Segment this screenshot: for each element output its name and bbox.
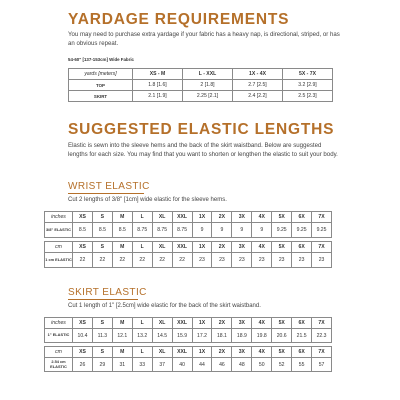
table-cell: 9.25 xyxy=(272,223,292,238)
size-header: 5X xyxy=(272,212,292,223)
row-label: 1 cm ELASTIC xyxy=(45,253,73,268)
table-cell: 26 xyxy=(73,358,93,372)
size-header: XL xyxy=(152,242,172,253)
table-cell: 11.3 xyxy=(92,329,112,343)
size-header: S xyxy=(92,347,112,358)
table-cell: 19.8 xyxy=(252,329,272,343)
table-cell: 22 xyxy=(152,253,172,268)
size-header: 2X xyxy=(212,242,232,253)
yardage-header-row xyxy=(69,69,333,80)
row-label: 1" ELASTIC xyxy=(45,329,73,343)
table-cell: 37 xyxy=(152,358,172,372)
skirt-size-row-cm xyxy=(45,347,332,358)
table-cell: 2.5 [2.3] xyxy=(283,91,333,102)
table-row xyxy=(69,91,333,102)
table-cell: 3.2 [2.9] xyxy=(283,80,333,91)
size-header: 3X xyxy=(232,242,252,253)
table-cell: 8.5 xyxy=(112,223,132,238)
size-header: 5X xyxy=(272,318,292,329)
table-cell: 46 xyxy=(212,358,232,372)
table-cell: 22.3 xyxy=(312,329,332,343)
size-header: 6X xyxy=(292,318,312,329)
row-label: 3/8" ELASTIC xyxy=(45,223,73,238)
elastic-paragraph: Elastic is sewn into the sleeve hems and the back of the skirt waistband. Below are suggested lengths for each size. You may find that you want to shorten or lengthen the elastic to suit your body. xyxy=(68,142,338,158)
skirt-elastic-table xyxy=(44,317,332,372)
wrist-size-row-cm xyxy=(45,242,332,253)
size-header: XL xyxy=(152,212,172,223)
table-cell: 21.5 xyxy=(292,329,312,343)
size-header: 3X xyxy=(232,212,252,223)
yardage-col-header: L - XXL xyxy=(183,69,233,80)
row-label-top: TOP xyxy=(69,80,133,91)
size-header: 2X xyxy=(212,318,232,329)
size-header: L xyxy=(132,212,152,223)
table-cell: 29 xyxy=(92,358,112,372)
table-cell: 23 xyxy=(232,253,252,268)
size-header: 7X xyxy=(312,318,332,329)
skirt-heading-underline xyxy=(68,299,138,300)
table-cell: 52 xyxy=(272,358,292,372)
table-cell: 22 xyxy=(112,253,132,268)
table-cell: 14.5 xyxy=(152,329,172,343)
size-header: L xyxy=(132,242,152,253)
size-header: L xyxy=(132,318,152,329)
size-header: M xyxy=(112,347,132,358)
size-header: 1X xyxy=(192,318,212,329)
size-header: XXL xyxy=(172,212,192,223)
table-cell: 9 xyxy=(232,223,252,238)
table-cell: 23 xyxy=(272,253,292,268)
size-header: 7X xyxy=(312,212,332,223)
yardage-title: YARDAGE REQUIREMENTS xyxy=(68,11,290,28)
size-header: S xyxy=(92,212,112,223)
size-header: M xyxy=(112,318,132,329)
size-header: XS xyxy=(73,212,93,223)
table-cell: 22 xyxy=(73,253,93,268)
table-cell: 9 xyxy=(212,223,232,238)
size-header: 1X xyxy=(192,212,212,223)
size-header: 1X xyxy=(192,347,212,358)
table-cell: 9.25 xyxy=(292,223,312,238)
size-header: 7X xyxy=(312,347,332,358)
size-header: XXL xyxy=(172,347,192,358)
table-cell: 15.9 xyxy=(172,329,192,343)
size-header: 4X xyxy=(252,212,272,223)
table-cell: 8.5 xyxy=(92,223,112,238)
table-cell: 23 xyxy=(212,253,232,268)
table-cell: 9.25 xyxy=(312,223,332,238)
size-header: 5X xyxy=(272,242,292,253)
size-header: 2X xyxy=(212,212,232,223)
table-cell: 55 xyxy=(292,358,312,372)
size-header: 7X xyxy=(312,242,332,253)
table-cell: 2 [1.8] xyxy=(183,80,233,91)
table-cell: 22 xyxy=(172,253,192,268)
table-cell: 13.2 xyxy=(132,329,152,343)
table-cell: 20.6 xyxy=(272,329,292,343)
table-cell: 1.8 [1.6] xyxy=(133,80,183,91)
table-cell: 8.75 xyxy=(152,223,172,238)
table-cell: 31 xyxy=(112,358,132,372)
size-header: 1X xyxy=(192,242,212,253)
size-header: 2X xyxy=(212,347,232,358)
wrist-elastic-instructions: Cut 2 lengths of 3/8" [1cm] wide elastic for the sleeve hems. xyxy=(68,197,227,203)
table-cell: 18.1 xyxy=(212,329,232,343)
table-cell: 8.75 xyxy=(132,223,152,238)
table-cell: 10.4 xyxy=(73,329,93,343)
wrist-heading-underline xyxy=(68,193,144,194)
table-cell: 23 xyxy=(312,253,332,268)
table-cell: 2.4 [2.2] xyxy=(233,91,283,102)
table-cell: 22 xyxy=(92,253,112,268)
table-row xyxy=(45,358,332,372)
unit-label: inches xyxy=(45,318,73,329)
size-header: XS xyxy=(73,318,93,329)
wrist-elastic-table xyxy=(44,211,332,268)
unit-label: cm xyxy=(45,347,73,358)
size-header: L xyxy=(132,347,152,358)
table-cell: 44 xyxy=(192,358,212,372)
table-cell: 8.75 xyxy=(172,223,192,238)
size-header: 6X xyxy=(292,242,312,253)
fabric-width-label: 54-60" [137-153cm] Wide Fabric xyxy=(68,57,134,62)
size-header: 3X xyxy=(232,318,252,329)
yardage-paragraph: You may need to purchase extra yardage if your fabric has a heavy nap, is directional, striped, or has an obvious repeat. xyxy=(68,31,340,47)
table-cell: 2.25 [2.1] xyxy=(183,91,233,102)
size-header: 6X xyxy=(292,347,312,358)
table-row xyxy=(69,80,333,91)
size-header: 3X xyxy=(232,347,252,358)
table-row xyxy=(45,329,332,343)
size-header: 6X xyxy=(292,212,312,223)
table-cell: 12.1 xyxy=(112,329,132,343)
row-label-skirt: SKIRT xyxy=(69,91,133,102)
row-label: 2.54 cm ELASTIC xyxy=(45,358,73,372)
table-cell: 23 xyxy=(192,253,212,268)
size-header: 4X xyxy=(252,347,272,358)
size-header: M xyxy=(112,212,132,223)
table-cell: 57 xyxy=(312,358,332,372)
table-cell: 23 xyxy=(252,253,272,268)
size-header: XS xyxy=(73,242,93,253)
table-cell: 8.5 xyxy=(73,223,93,238)
yardage-col-header: 5X - 7X xyxy=(283,69,333,80)
size-header: 5X xyxy=(272,347,292,358)
table-cell: 23 xyxy=(292,253,312,268)
unit-label: inches xyxy=(45,212,73,223)
table-cell: 17.2 xyxy=(192,329,212,343)
table-row xyxy=(45,223,332,238)
table-cell: 33 xyxy=(132,358,152,372)
wrist-size-row-in xyxy=(45,212,332,223)
yardage-col-header: XS - M xyxy=(133,69,183,80)
table-cell: 9 xyxy=(192,223,212,238)
table-cell: 50 xyxy=(252,358,272,372)
yardage-table xyxy=(68,68,333,102)
size-header: S xyxy=(92,318,112,329)
table-cell: 18.9 xyxy=(232,329,252,343)
yardage-unit-header: yards [meters] xyxy=(69,69,133,80)
size-header: 4X xyxy=(252,318,272,329)
size-header: 4X xyxy=(252,242,272,253)
size-header: XXL xyxy=(172,242,192,253)
wrist-elastic-heading: WRIST ELASTIC xyxy=(68,181,150,192)
size-header: XXL xyxy=(172,318,192,329)
skirt-elastic-heading: SKIRT ELASTIC xyxy=(68,287,147,298)
table-cell: 48 xyxy=(232,358,252,372)
size-header: M xyxy=(112,242,132,253)
skirt-size-row-in xyxy=(45,318,332,329)
table-row xyxy=(45,253,332,268)
size-header: XS xyxy=(73,347,93,358)
unit-label: cm xyxy=(45,242,73,253)
size-header: XL xyxy=(152,347,172,358)
size-header: S xyxy=(92,242,112,253)
skirt-elastic-instructions: Cut 1 length of 1" [2.5cm] wide elastic for the back of the skirt waistband. xyxy=(68,303,261,309)
table-cell: 9 xyxy=(252,223,272,238)
table-cell: 2.1 [1.9] xyxy=(133,91,183,102)
table-cell: 22 xyxy=(132,253,152,268)
elastic-title: SUGGESTED ELASTIC LENGTHS xyxy=(68,121,335,138)
size-header: XL xyxy=(152,318,172,329)
yardage-col-header: 1X - 4X xyxy=(233,69,283,80)
table-cell: 40 xyxy=(172,358,192,372)
table-cell: 2.7 [2.5] xyxy=(233,80,283,91)
